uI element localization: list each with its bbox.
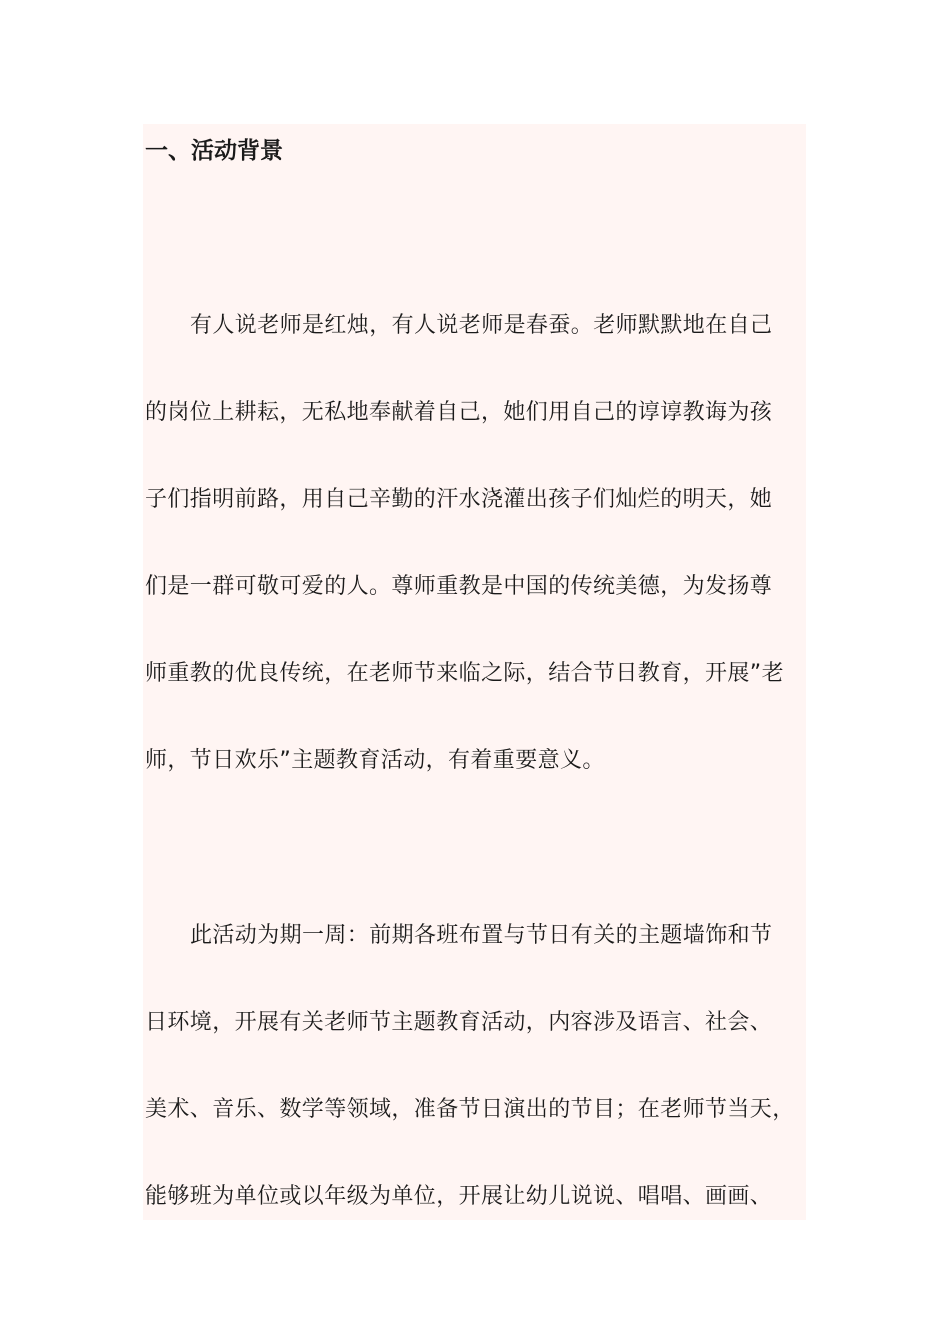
paragraph-1-line-3: 子们指明前路，用自己辛勤的汗水浇灌出孩子们灿烂的明天，她 xyxy=(145,487,773,512)
paragraph-1-line-1: 有人说老师是红烛，有人说老师是春蚕。老师默默地在自己 xyxy=(190,313,773,338)
paragraph-1-line-4: 们是一群可敬可爱的人。尊师重教是中国的传统美德，为发扬尊 xyxy=(145,574,773,599)
paragraph-2-line-1: 此活动为期一周：前期各班布置与节日有关的主题墙饰和节 xyxy=(190,923,773,948)
paragraph-1-line-5: 师重教的优良传统，在老师节来临之际，结合节日教育，开展”老 xyxy=(145,661,784,686)
paragraph-1-line-6: 师，节日欢乐”主题教育活动，有着重要意义。 xyxy=(145,748,605,773)
paragraph-2-line-2: 日环境，开展有关老师节主题教育活动，内容涉及语言、社会、 xyxy=(145,1010,773,1035)
section-heading: 一、活动背景 xyxy=(145,138,283,164)
paragraph-2-line-3: 美术、音乐、数学等领域，准备节日演出的节目；在老师节当天， xyxy=(145,1097,795,1122)
paragraph-1-line-2: 的岗位上耕耘，无私地奉献着自己，她们用自己的谆谆教诲为孩 xyxy=(145,400,773,425)
paragraph-2-line-4: 能够班为单位或以年级为单位，开展让幼儿说说、唱唱、画画、 xyxy=(145,1184,773,1209)
